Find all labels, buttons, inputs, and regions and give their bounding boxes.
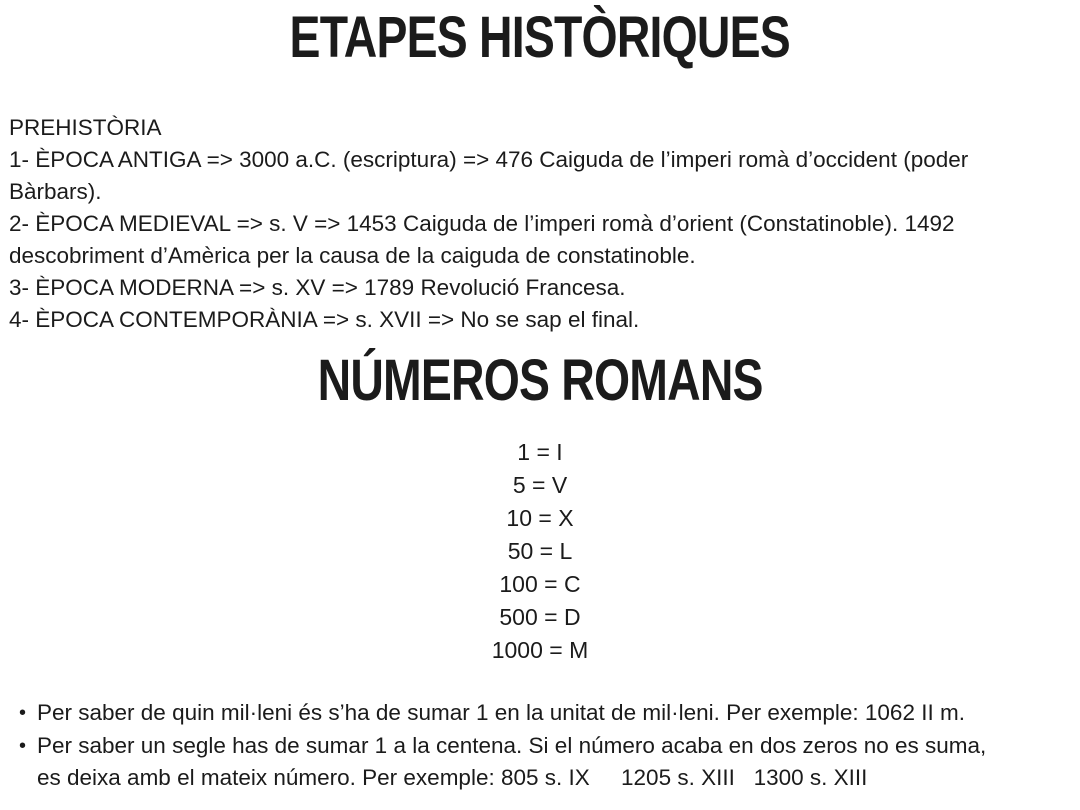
history-line-antiga-2: Bàrbars). [9, 179, 102, 204]
main-title-text: ETAPES HISTÒRIQUES [289, 5, 791, 70]
history-line-contemporania: 4- ÈPOCA CONTEMPORÀNIA => s. XVII => No se sap el final. [9, 307, 640, 332]
history-line-medieval-2: descobriment d’Amèrica per la causa de la caiguda de constatinoble. [9, 243, 696, 268]
numeral-row-1000: 1000 = M [491, 637, 589, 663]
roman-section-title-text: NÚMEROS ROMANS [317, 348, 763, 413]
history-section [0, 112, 1080, 336]
bullet-item-millenni [0, 697, 1080, 730]
numeral-row-10: 10 = X [506, 505, 574, 531]
bullet-item-segle [0, 730, 1080, 795]
numeral-row-100: 100 = C [499, 571, 581, 597]
bullet-marker: • [19, 702, 27, 724]
numeral-row-1: 1 = I [517, 439, 563, 465]
roman-section-title [0, 348, 1080, 414]
bullet-marker: • [19, 734, 27, 757]
main-title [0, 6, 1080, 70]
bullet-line: Per saber un segle has de sumar 1 a la centena. Si el número acaba en dos zeros no es suma, [37, 732, 987, 758]
history-line-prehistoria: PREHISTÒRIA [9, 115, 162, 140]
notes-list [0, 697, 1080, 795]
bullet-line: es deixa amb el mateix número. Per exemple: 805 s. IX 1205 s. XIII 1300 s. XIII [37, 765, 868, 790]
numeral-row-50: 50 = L [507, 538, 573, 564]
bullet-content [37, 730, 1080, 795]
roman-numerals-list [0, 436, 1080, 667]
history-line-medieval-1: 2- ÈPOCA MEDIEVAL => s. V => 1453 Caiguda de l’imperi romà d’orient (Constatinoble). 1492 [9, 211, 955, 236]
bullet-content [37, 697, 1080, 730]
numeral-row-500: 500 = D [499, 604, 581, 630]
history-line-moderna: 3- ÈPOCA MODERNA => s. XV => 1789 Revolució Francesa. [9, 275, 626, 300]
numeral-row-5: 5 = V [512, 472, 568, 498]
history-line-antiga-1: 1- ÈPOCA ANTIGA => 3000 a.C. (escriptura) => 476 Caiguda de l’imperi romà d’occident (poder [9, 147, 969, 172]
bullet-line: Per saber de quin mil·leni és s’ha de sumar 1 en la unitat de mil·leni. Per exemple: 1062 II m. [37, 700, 965, 725]
